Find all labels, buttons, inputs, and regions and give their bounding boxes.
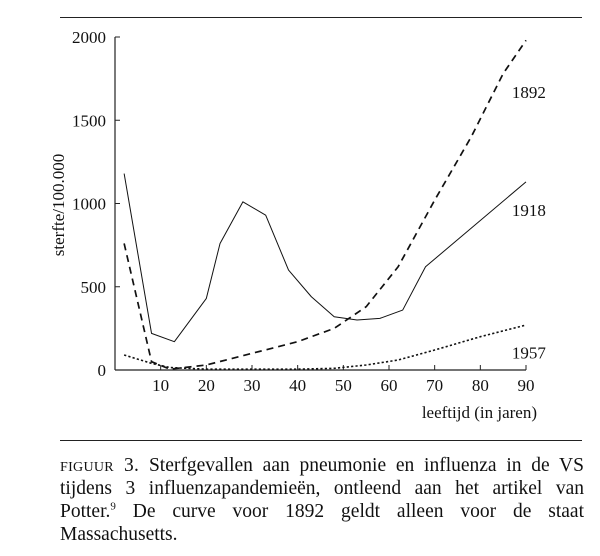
x-tick-label: 40	[289, 376, 307, 395]
x-tick-label: 90	[517, 376, 535, 395]
y-tick-label: 1500	[72, 111, 106, 131]
y-tick-label: 500	[80, 277, 106, 297]
x-tick-label: 80	[471, 376, 489, 395]
x-tick-label: 20	[197, 376, 215, 395]
series-label-1918: 1918	[511, 201, 546, 221]
caption-text: Sterfgevallen aan pneumonie en influenza in de VS tijdens 3 influenzapandemieën, ontleend aan het artikel van Potter.	[60, 455, 584, 522]
series-line-1892	[124, 40, 526, 369]
y-axis-label: sterfte/100.000	[49, 153, 68, 257]
x-tick-label: 60	[380, 376, 398, 395]
x-tick-label: 30	[243, 376, 261, 395]
series-labels	[512, 83, 547, 363]
series-lines	[124, 40, 526, 369]
y-tick-label: 1000	[72, 194, 106, 214]
series-label-1957: 1957	[511, 343, 546, 363]
series-label-1892: 1892	[511, 82, 546, 102]
caption-label: figuur 3.	[60, 455, 140, 476]
x-tick-label: 10	[152, 376, 170, 395]
x-tick-label: 70	[426, 376, 444, 395]
caption-text-continued: De curve voor 1892 geldt alleen voor de staat Massachusetts.	[60, 501, 584, 545]
axes	[115, 37, 526, 370]
caption-reference: 9	[110, 500, 116, 513]
x-tick-label: 50	[334, 376, 352, 395]
caption-rule	[60, 440, 582, 441]
y-tick-label: 0	[97, 361, 106, 380]
figure-caption	[60, 454, 584, 546]
y-tick-label: 2000	[72, 28, 106, 47]
series-line-1918	[124, 174, 526, 342]
x-axis-label: leeftijd (in jaren)	[421, 403, 537, 422]
